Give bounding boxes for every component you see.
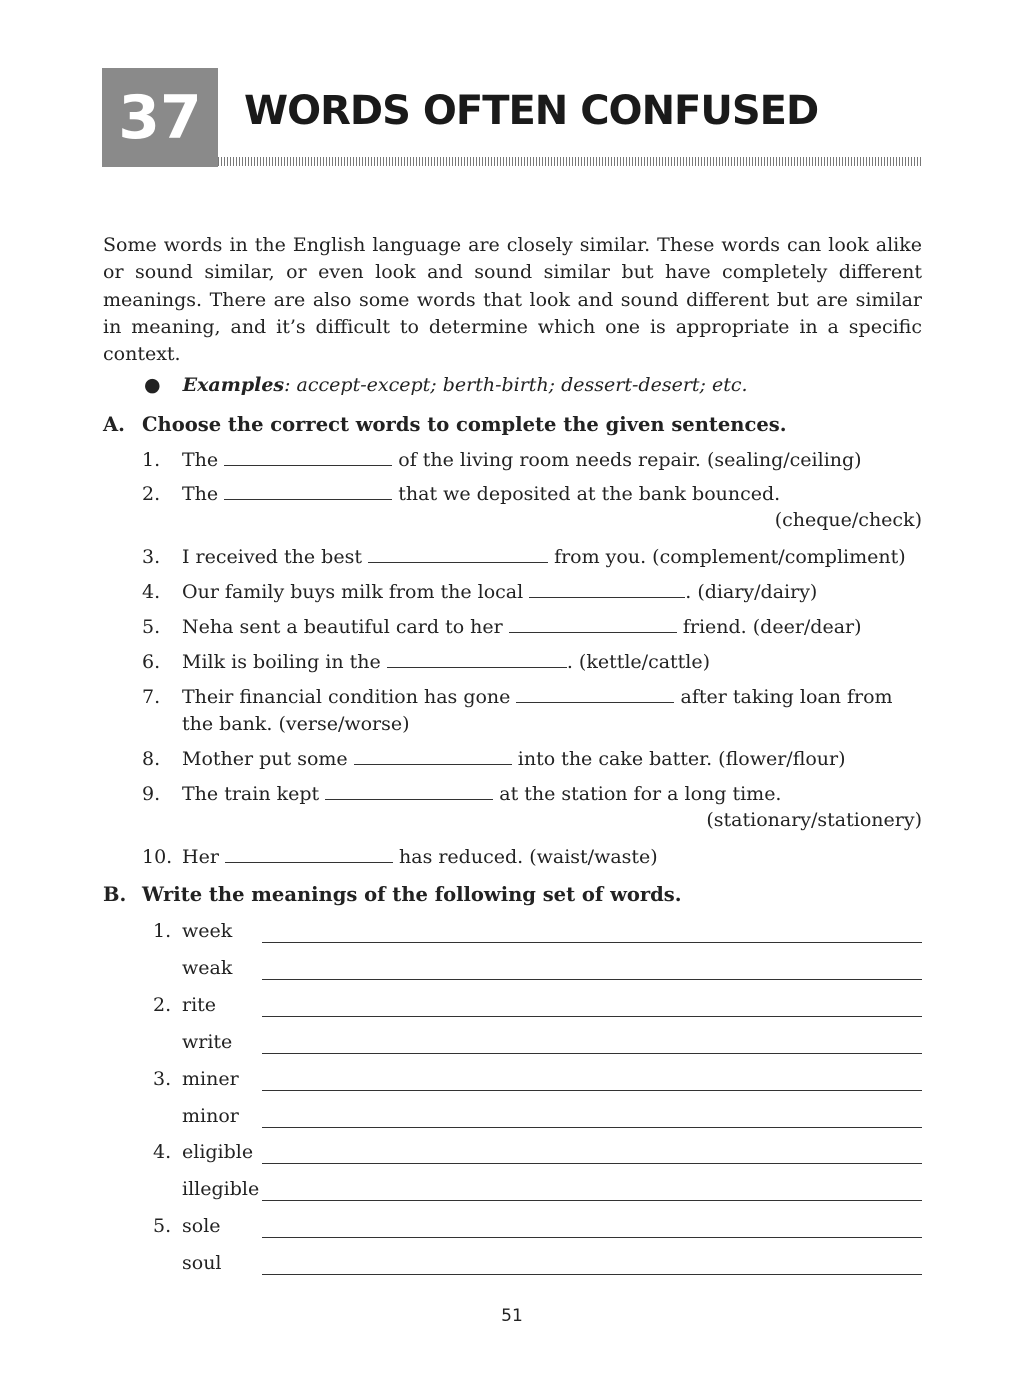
question-number: 1.: [142, 449, 161, 471]
bullet-icon: ●: [144, 374, 161, 396]
answer-line[interactable]: [262, 1053, 922, 1054]
vocab-number: 3.: [153, 1068, 172, 1090]
question-text-after: at the station for a long time.: [499, 783, 782, 805]
title-rule: [218, 157, 923, 166]
answer-line[interactable]: [262, 1090, 922, 1091]
question-9-hint: (stationary/stationery): [706, 809, 922, 831]
question-text-before: Her: [182, 846, 219, 868]
vocab-word: miner: [182, 1068, 239, 1090]
answer-blank[interactable]: [387, 649, 567, 668]
question-text-after: friend. (deer/dear): [682, 616, 862, 638]
question-text-after: after taking loan from: [680, 686, 893, 708]
question-9: [130, 781, 922, 808]
question-text-after: . (kettle/cattle): [566, 651, 711, 673]
vocab-word: sole: [182, 1215, 221, 1237]
vocab-word: soul: [182, 1252, 222, 1274]
section-a-title: Choose the correct words to complete the given sentences.: [142, 413, 787, 436]
answer-blank[interactable]: [225, 844, 393, 863]
answer-line[interactable]: [262, 1016, 922, 1017]
section-a-heading: [103, 413, 787, 436]
vocab-word: minor: [182, 1105, 239, 1127]
section-b-letter: B.: [103, 883, 127, 906]
question-text-after: has reduced. (waist/waste): [399, 846, 658, 868]
vocab-number: 2.: [153, 994, 172, 1016]
question-text-before: The: [182, 483, 219, 505]
vocab-number: 1.: [153, 920, 172, 942]
question-number: 2.: [142, 483, 161, 505]
question-number: 4.: [142, 581, 161, 603]
question-10: [130, 844, 922, 871]
question-text-after: from you. (complement/compliment): [554, 546, 906, 568]
question-number: 6.: [142, 651, 161, 673]
answer-blank[interactable]: [224, 481, 392, 500]
vocab-word: rite: [182, 994, 217, 1016]
question-8: [130, 746, 922, 773]
answer-line[interactable]: [262, 1200, 922, 1201]
vocab-word: write: [182, 1031, 233, 1053]
chapter-title: WORDS OFTEN CONFUSED: [244, 88, 819, 134]
question-text-after: into the cake batter. (flower/flour): [517, 748, 846, 770]
question-4: [130, 579, 922, 606]
page-number: 51: [501, 1306, 523, 1326]
answer-blank[interactable]: [529, 579, 685, 598]
question-number: 10.: [142, 846, 173, 868]
question-text-before: Their financial condition has gone: [182, 686, 511, 708]
question-number: 5.: [142, 616, 161, 638]
answer-blank[interactable]: [325, 781, 493, 800]
section-a-letter: A.: [103, 413, 125, 436]
answer-line[interactable]: [262, 1163, 922, 1164]
chapter-number: 37: [118, 82, 202, 153]
question-7-line2: the bank. (verse/worse): [182, 713, 410, 735]
answer-blank[interactable]: [516, 684, 674, 703]
question-text-before: Milk is boiling in the: [182, 651, 381, 673]
question-number: 3.: [142, 546, 161, 568]
vocab-number: 5.: [153, 1215, 172, 1237]
chapter-number-box: [102, 68, 218, 167]
question-text-before: The train kept: [182, 783, 320, 805]
vocab-number: 4.: [153, 1141, 172, 1163]
answer-line[interactable]: [262, 942, 922, 943]
question-text-before: The: [182, 449, 219, 471]
question-text-before: Neha sent a beautiful card to her: [182, 616, 503, 638]
question-text-after: that we deposited at the bank bounced.: [398, 483, 781, 505]
section-b-heading: [103, 883, 682, 906]
question-text-after: . (diary/dairy): [685, 581, 818, 603]
question-number: 8.: [142, 748, 161, 770]
intro-paragraph: Some words in the English language are closely similar. These words can look alike or sound similar, or even look and sound similar but have completely different meanings. There are also some words that look and sound different but are similar in meaning, and it’s difficult to determine which one is appropriate in a specific context.: [103, 234, 922, 366]
question-2: [130, 481, 922, 508]
question-text-before: Mother put some: [182, 748, 348, 770]
question-6: [130, 649, 922, 676]
question-5: [130, 614, 922, 641]
question-3: [130, 544, 922, 571]
answer-line[interactable]: [262, 1237, 922, 1238]
question-1: [130, 447, 922, 474]
question-text-before: I received the best: [182, 546, 362, 568]
answer-line[interactable]: [262, 979, 922, 980]
examples-line: [144, 374, 748, 396]
answer-blank[interactable]: [509, 614, 677, 633]
question-2-hint: (cheque/check): [774, 509, 922, 531]
answer-blank[interactable]: [368, 544, 548, 563]
question-text-after: of the living room needs repair. (sealing/ceiling): [398, 449, 862, 471]
answer-blank[interactable]: [224, 447, 392, 466]
examples-text: : accept-except; berth-birth; dessert-desert; etc.: [284, 374, 748, 396]
section-b-title: Write the meanings of the following set of words.: [142, 883, 682, 906]
vocab-word: weak: [182, 957, 233, 979]
answer-line[interactable]: [262, 1127, 922, 1128]
answer-line[interactable]: [262, 1274, 922, 1275]
vocab-word: eligible: [182, 1141, 254, 1163]
vocab-word: illegible: [182, 1178, 260, 1200]
vocab-word: week: [182, 920, 233, 942]
question-number: 9.: [142, 783, 161, 805]
question-text-before: Our family buys milk from the local: [182, 581, 524, 603]
examples-label: Examples: [182, 374, 285, 396]
question-7: [130, 684, 922, 711]
question-number: 7.: [142, 686, 161, 708]
answer-blank[interactable]: [354, 746, 512, 765]
